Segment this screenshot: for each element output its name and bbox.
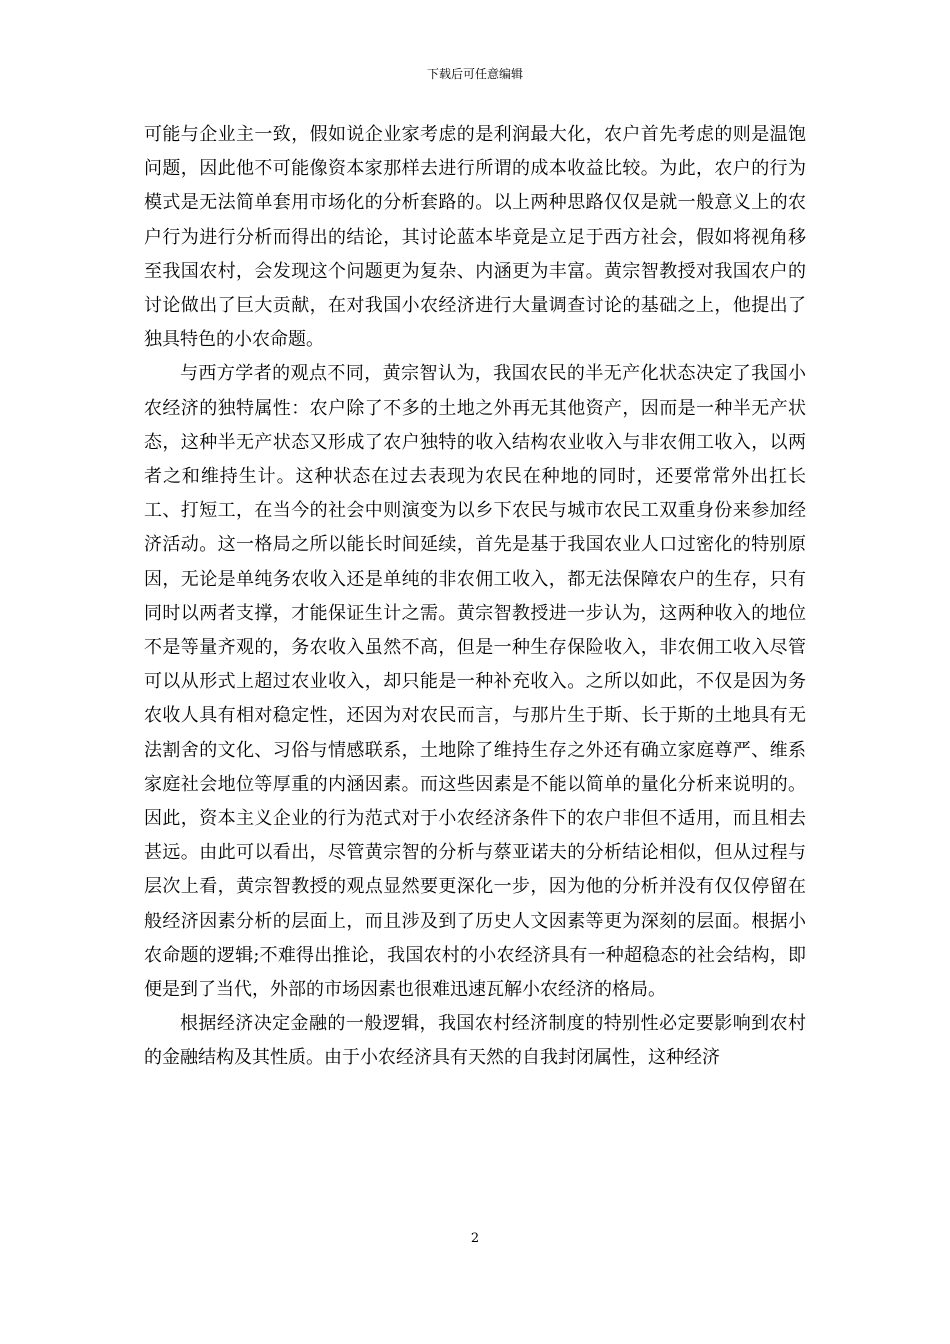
paragraph-continuation: 可能与企业主一致，假如说企业家考虑的是利润最大化，农户首先考虑的则是温饱问题，因此他不可能像资本家那样去进行所谓的成本收益比较。为此，农户的行为模式是无法简单套用市场化的分析套路的。以上两种思路仅仅是就一般意义上的农户行为进行分析而得出的结论，其讨论蓝本毕竟是立足于西方社会，假如将视角移至我国农村，会发现这个问题更为复杂、内涵更为丰富。黄宗智教授对我国农户的讨论做出了巨大贡献，在对我国小农经济进行大量调查讨论的基础之上，他提出了独具特色的小农命题。 (144, 124, 806, 351)
page-number: 2 (470, 1231, 480, 1246)
paragraph-rural-finance: 根据经济决定金融的一般逻辑，我国农村经济制度的特别性必定要影响到农村的金融结构及其性质。由于小农经济具有天然的自我封闭属性，这种经济 (144, 1013, 806, 1069)
paragraph-huang-zongzhi-view: 与西方学者的观点不同，黄宗智认为，我国农民的半无产化状态决定了我国小农经济的独特属性：农户除了不多的土地之外再无其他资产，因而是一种半无产状态，这种半无产状态又形成了农户独特的收入结构农业收入与非农佣工收入，以两者之和维持生计。这种状态在过去表现为农民在种地的同时，还要常常外出扛长工、打短工，在当今的社会中则演变为以乡下农民与城市农民工双重身份来参加经济活动。这一格局之所以能长时间延续，首先是基于我国农业人口过密化的特别原因，无论是单纯务农收入还是单纯的非农佣工收入，都无法保障农户的生存，只有同时以两者支撑，才能保证生计之需。黄宗智教授进一步认为，这两种收入的地位不是等量齐观的，务农收入虽然不高，但是一种生存保险收入，非农佣工收入尽管可以从形式上超过农业收入，却只能是一种补充收入。之所以如此，不仅是因为务农收人具有相对稳定性，还因为对农民而言，与那片生于斯、长于斯的土地具有无法割舍的文化、习俗与情感联系，土地除了维持生存之外还有确立家庭尊严、维系家庭社会地位等厚重的内涵因素。而这些因素是不能以简单的量化分析来说明的。因此，资本主义企业的行为范式对于小农经济条件下的农户非但不适用，而且相去甚远。由此可以看出，尽管黄宗智的分析与蔡亚诺夫的分析结论相似，但从过程与层次上看，黄宗智教授的观点显然要更深化一步，因为他的分析并没有仅仅停留在般经济因素分析的层面上，而且涉及到了历史人文因素等更为深刻的层面。根据小农命题的逻辑;不难得出推论，我国农村的小农经济具有一种超稳态的社会结构，即便是到了当代，外部的市场因素也很难迅速瓦解小农经济的格局。 (144, 363, 806, 1001)
document-body (144, 118, 806, 1076)
page-header: 下载后可任意编辑 (426, 67, 523, 81)
